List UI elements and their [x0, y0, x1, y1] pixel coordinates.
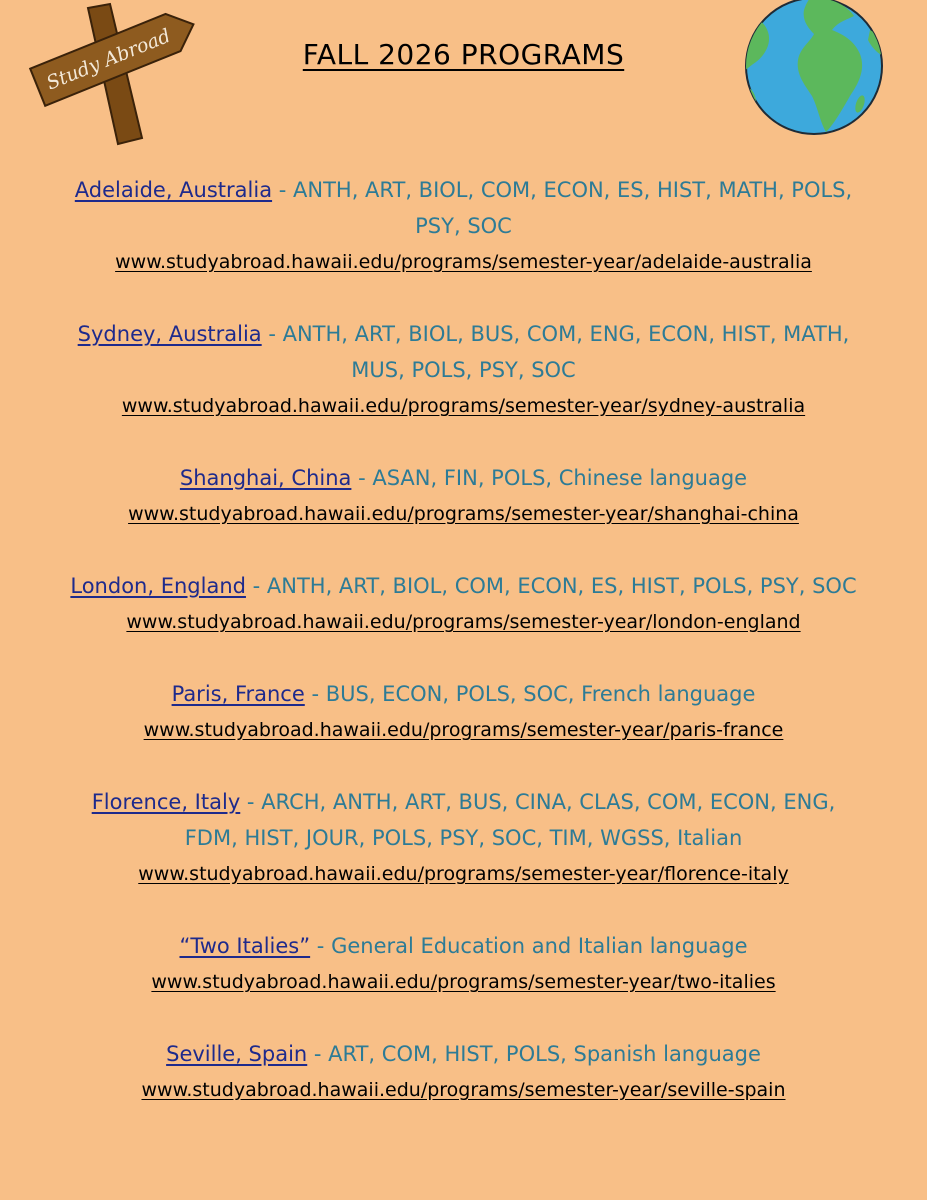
program-heading [20, 568, 907, 604]
page-title: FALL 2026 PROGRAMS [302, 38, 625, 71]
program-place-link[interactable]: Adelaide, Australia [74, 178, 273, 202]
program-two-italies [20, 928, 907, 1000]
programs-list [20, 172, 907, 1144]
program-separator: - [240, 790, 262, 814]
program-heading [20, 316, 907, 352]
program-heading [20, 928, 907, 964]
program-url-link[interactable]: www.studyabroad.hawaii.edu/programs/semester-year/shanghai-china [128, 503, 799, 525]
program-subjects: ANTH, ART, BIOL, BUS, COM, ENG, ECON, HIST, MATH, [282, 322, 850, 346]
program-subjects: ASAN, FIN, POLS, Chinese language [372, 466, 748, 490]
program-subjects: ANTH, ART, BIOL, COM, ECON, ES, HIST, MATH, POLS, [293, 178, 853, 202]
program-url-link[interactable]: www.studyabroad.hawaii.edu/programs/semester-year/adelaide-australia [115, 251, 812, 273]
program-separator: - [351, 466, 373, 490]
program-shanghai [20, 460, 907, 532]
program-url-link[interactable]: www.studyabroad.hawaii.edu/programs/semester-year/paris-france [143, 719, 784, 741]
program-heading [20, 460, 907, 496]
program-sydney [20, 316, 907, 424]
program-heading [20, 172, 907, 208]
program-heading [20, 784, 907, 820]
program-url-link[interactable]: www.studyabroad.hawaii.edu/programs/semester-year/seville-spain [141, 1079, 786, 1101]
program-subjects: BUS, ECON, POLS, SOC, French language [325, 682, 756, 706]
program-subjects: ARCH, ANTH, ART, BUS, CINA, CLAS, COM, ECON, ENG, [261, 790, 836, 814]
study-abroad-signpost-icon [10, 0, 210, 150]
program-url-link[interactable]: www.studyabroad.hawaii.edu/programs/semester-year/sydney-australia [121, 395, 806, 417]
program-subjects-continued: FDM, HIST, JOUR, POLS, PSY, SOC, TIM, WGSS, Italian [184, 826, 743, 850]
program-place-link[interactable]: “Two Italies” [179, 934, 311, 958]
program-separator: - [245, 574, 267, 598]
program-heading [20, 676, 907, 712]
program-place-link[interactable]: Florence, Italy [91, 790, 241, 814]
program-url-link[interactable]: www.studyabroad.hawaii.edu/programs/semester-year/two-italies [151, 971, 776, 993]
program-separator: - [307, 1042, 329, 1066]
signpost-text: Study Abroad [43, 24, 174, 95]
program-florence [20, 784, 907, 892]
program-place-link[interactable]: Paris, France [171, 682, 305, 706]
program-separator: - [310, 934, 332, 958]
program-place-link[interactable]: Shanghai, China [179, 466, 352, 490]
program-url-link[interactable]: www.studyabroad.hawaii.edu/programs/semester-year/florence-italy [138, 863, 789, 885]
program-separator: - [261, 322, 283, 346]
program-url-link[interactable]: www.studyabroad.hawaii.edu/programs/semester-year/london-england [126, 611, 801, 633]
program-place-link[interactable]: Sydney, Australia [77, 322, 262, 346]
program-subjects: ART, COM, HIST, POLS, Spanish language [328, 1042, 761, 1066]
program-place-link[interactable]: Seville, Spain [166, 1042, 308, 1066]
program-seville [20, 1036, 907, 1108]
program-separator: - [272, 178, 294, 202]
program-adelaide [20, 172, 907, 280]
program-paris [20, 676, 907, 748]
program-london [20, 568, 907, 640]
program-separator: - [304, 682, 326, 706]
program-place-link[interactable]: London, England [70, 574, 246, 598]
program-subjects-continued: PSY, SOC [415, 214, 512, 238]
program-subjects: General Education and Italian language [331, 934, 748, 958]
program-heading [20, 1036, 907, 1072]
program-subjects-continued: MUS, POLS, PSY, SOC [351, 358, 576, 382]
program-subjects: ANTH, ART, BIOL, COM, ECON, ES, HIST, POLS, PSY, SOC [266, 574, 857, 598]
